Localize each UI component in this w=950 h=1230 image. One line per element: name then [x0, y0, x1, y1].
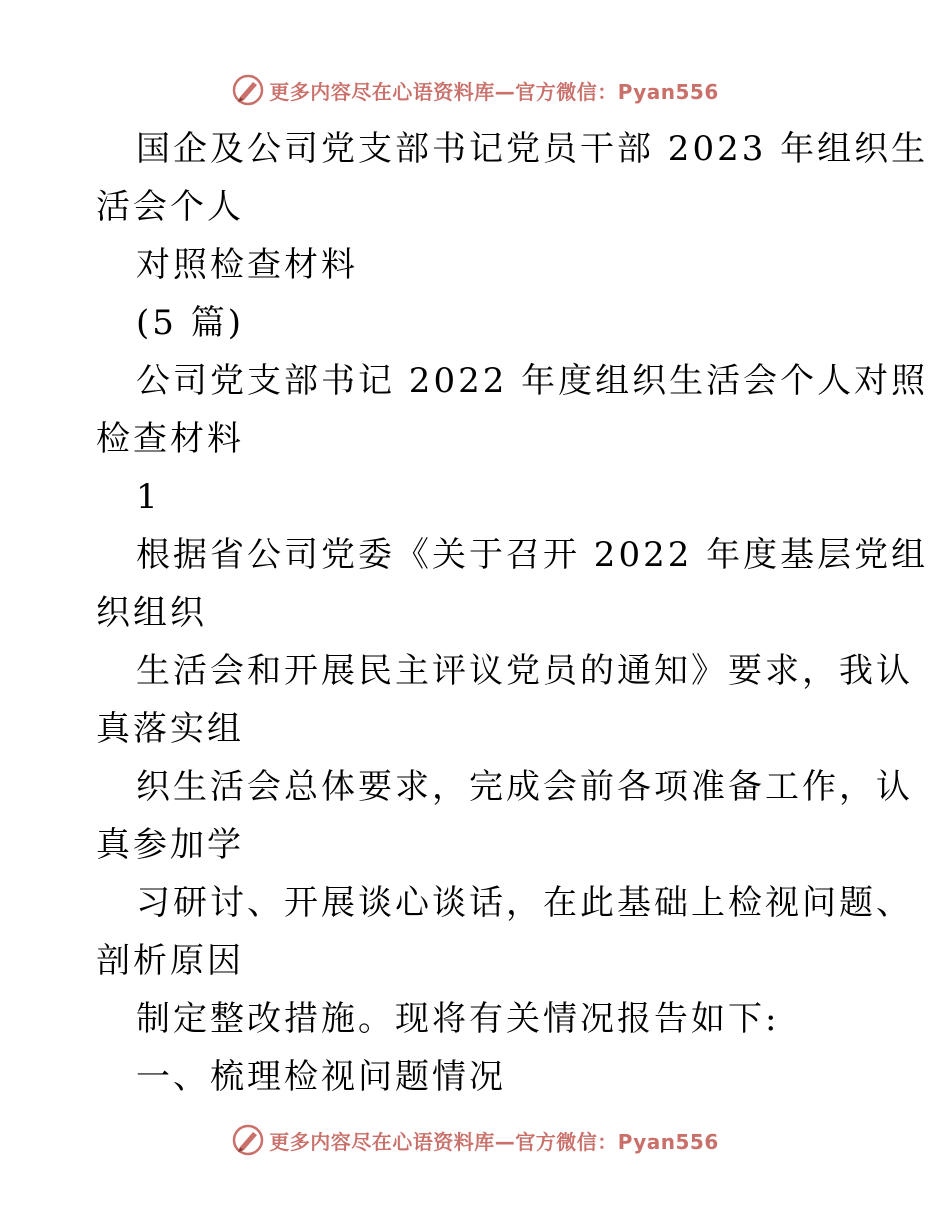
text-line: 制定整改措施。现将有关情况报告如下: — [136, 999, 780, 1039]
text-line: 活会个人 — [96, 187, 244, 227]
footer-watermark — [0, 1118, 950, 1162]
text-line: 习研讨、开展谈心谈话，在此基础上检视问题、 — [136, 883, 913, 923]
text-line: 剖析原因 — [96, 941, 244, 981]
text-line: 公司党支部书记 2022 年度组织生活会个人对照 — [136, 361, 929, 401]
text-line: 对照检查材料 — [136, 245, 358, 285]
text-line: 根据省公司党委《关于召开 2022 年度基层党组 — [136, 535, 929, 575]
header-watermark — [0, 68, 950, 112]
watermark-text: 更多内容尽在心语资料库—官方微信：Pyan556 — [269, 79, 719, 104]
text-line: 织组织 — [96, 593, 207, 633]
text-line: 真落实组 — [96, 709, 244, 749]
text-line: 国企及公司党支部书记党员干部 2023 年组织生 — [136, 129, 929, 169]
text-line: 一、梳理检视问题情况 — [136, 1057, 506, 1097]
pen-circle-icon — [231, 1123, 265, 1157]
watermark-text: 更多内容尽在心语资料库—官方微信：Pyan556 — [269, 1129, 719, 1154]
pen-circle-icon — [231, 73, 265, 107]
document-body — [96, 120, 929, 1106]
text-line: 生活会和开展民主评议党员的通知》要求，我认 — [136, 651, 913, 691]
text-line: (5 篇) — [136, 303, 244, 343]
text-line: 1 — [136, 477, 161, 517]
text-line: 真参加学 — [96, 825, 244, 865]
text-line: 织生活会总体要求，完成会前各项准备工作，认 — [136, 767, 913, 807]
text-line: 检查材料 — [96, 419, 244, 459]
